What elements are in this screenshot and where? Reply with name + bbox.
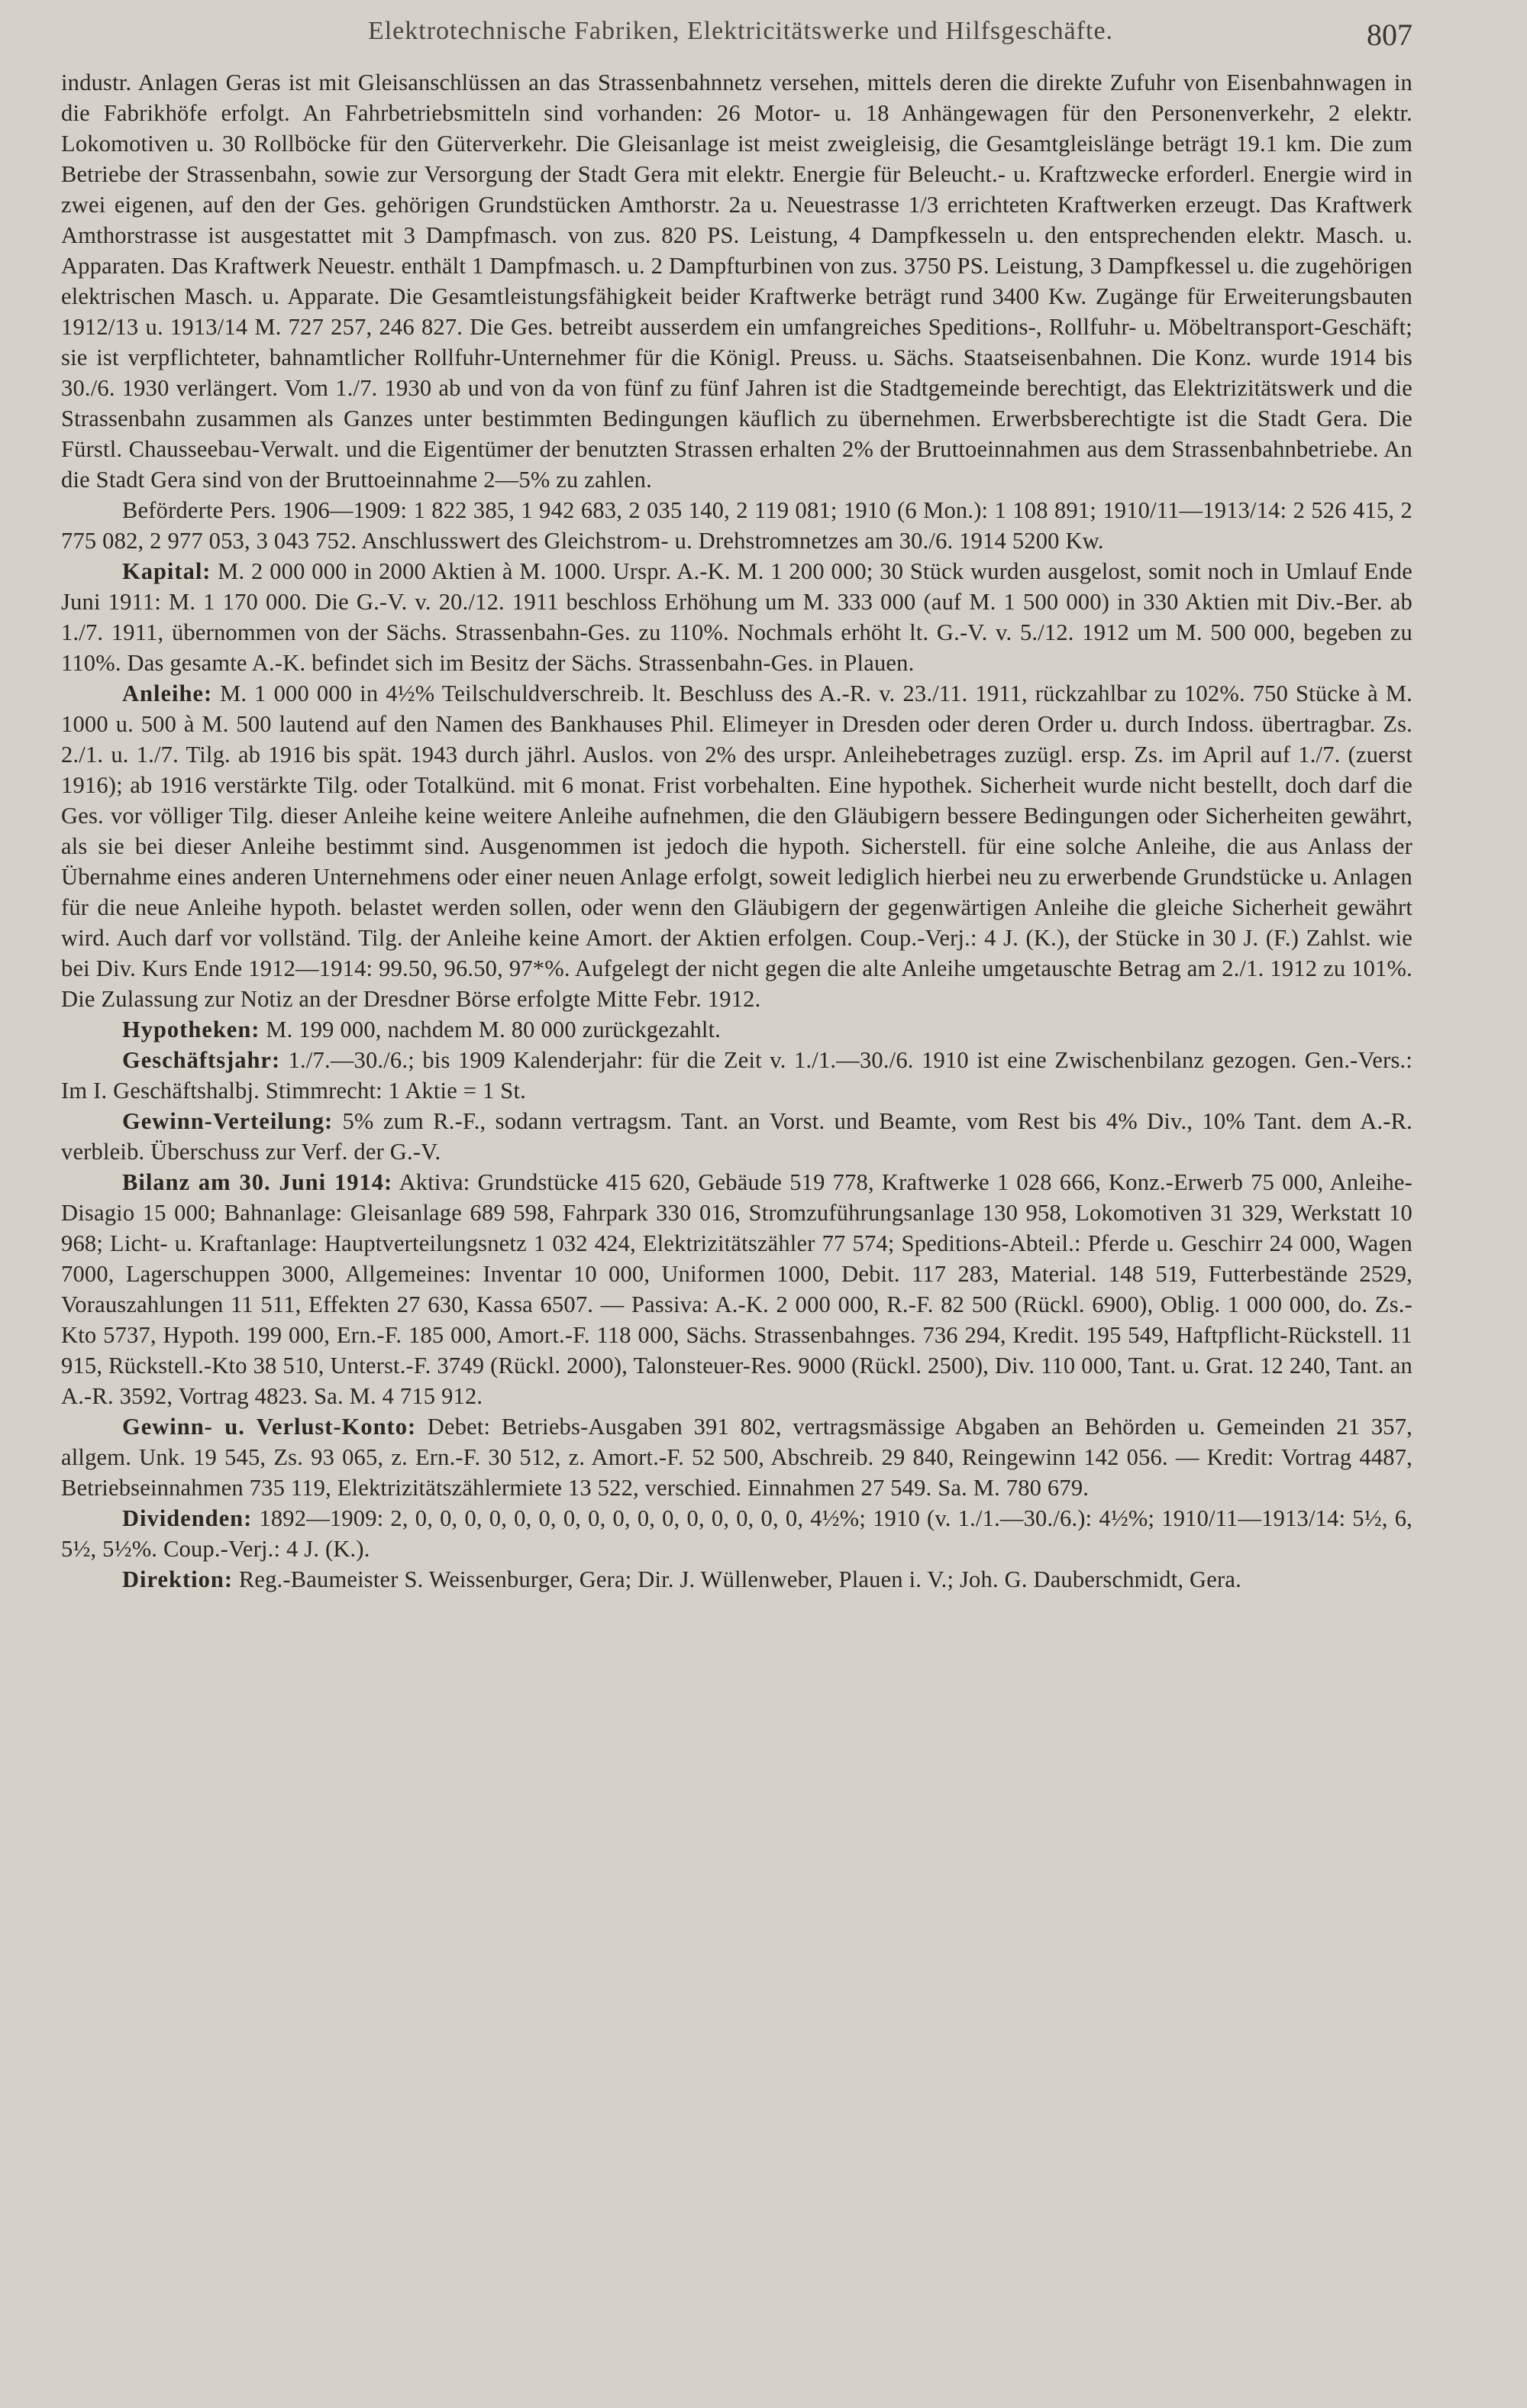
paragraph-text: Beförderte Pers. 1906—1909: 1 822 385, 1 942 683, 2 035 140, 2 119 081; 1910 (6 Mon.): 1 108 891; 1910/11—1913/14: 2 526 415, 2 775 082, 2 977 053, 3 043 752. Anschlusswert des Gleichstrom- u. Drehstromnetzes am 30./6. 1914 5200 Kw. xyxy=(61,497,1412,554)
paragraph-text: industr. Anlagen Geras ist mit Gleisanschlüssen an das Strassenbahnnetz versehen, mittels deren die direkte Zufuhr von Eisenbahnwagen in die Fabrikhöfe erfolgt. An Fahrbetriebsmitteln sind vorhanden: 26 Motor- u. 18 Anhängewagen für den Personenverkehr, 2 elektr. Lokomotiven u. 30 Rollböcke für den Güterverkehr. Die Gleisanlage ist meist zweigleisig, die Gesamtgleislänge beträgt 19.1 km. Die zum Betriebe der Strassenbahn, sowie zur Versorgung der Stadt Gera mit elektr. Energie für Beleucht.- u. Kraftzwecke erforderl. Energie wird in zwei eigenen, auf den der Ges. gehörigen Grundstücken Amthorstr. 2a u. Neuestrasse 1/3 errichteten Kraftwerken erzeugt. Das Kraftwerk Amthorstrasse ist ausgestattet mit 3 Dampfmasch. von zus. 820 PS. Leistung, 4 Dampfkesseln u. den entsprechenden elektr. Masch. u. Apparaten. Das Kraftwerk Neuestr. enthält 1 Dampfmasch. u. 2 Dampfturbinen von zus. 3750 PS. Leistung, 3 Dampfkessel u. die zugehörigen elektrischen Masch. u. Apparate. Die Gesamtleistungsfähigkeit beider Kraftwerke beträgt rund 3400 Kw. Zugänge für Erweiterungsbauten 1912/13 u. 1913/14 M. 727 257, 246 827. Die Ges. betreibt ausserdem ein umfangreiches Speditions-, Rollfuhr- u. Möbeltransport-Geschäft; sie ist verpflichteter, bahnamtlicher Rollfuhr-Unternehmer für die Königl. Preuss. u. Sächs. Staatseisenbahnen. Die Konz. wurde 1914 bis 30./6. 1930 verlängert. Vom 1./7. 1930 ab und von da von fünf zu fünf Jahren ist die Stadtgemeinde berechtigt, das Elektrizitätswerk und die Strassenbahn zusammen als Ganzes unter bestimmten Bedingungen käuflich zu übernehmen. Erwerbsberechtigte ist die Stadt Gera. Die Fürstl. Chausseebau-Verwalt. und die Eigentümer der benutzten Strassen erhalten 2% der Bruttoeinnahmen aus dem Strassenbahnbetriebe. An die Stadt Gera sind von der Bruttoeinnahme 2—5% zu zahlen. xyxy=(61,69,1412,493)
section-label: Geschäftsjahr: xyxy=(122,1047,281,1073)
paragraph-gewinn-verlust-konto xyxy=(61,1411,1412,1503)
paragraph-hypotheken xyxy=(61,1014,1412,1045)
section-label: Hypotheken: xyxy=(122,1017,260,1042)
paragraph-befoerderte-pers xyxy=(61,495,1412,556)
paragraph-text: M. 2 000 000 in 2000 Aktien à M. 1000. Urspr. A.-K. M. 1 200 000; 30 Stück wurden ausgelost, somit noch in Umlauf Ende Juni 1911: M. 1 170 000. Die G.-V. v. 20./12. 1911 beschloss Erhöhung um M. 333 000 (auf M. 1 500 000) in 330 Aktien mit Div.-Ber. ab 1./7. 1911, übernommen von der Sächs. Strassenbahn-Ges. zu 110%. Nochmals erhöht lt. G.-V. v. 5./12. 1912 um M. 500 000, begeben zu 110%. Das gesamte A.-K. befindet sich im Besitz der Sächs. Strassenbahn-Ges. in Plauen. xyxy=(61,558,1412,676)
paragraph-kapital xyxy=(61,556,1412,678)
body-text xyxy=(61,67,1412,1595)
section-label: Gewinn-Verteilung: xyxy=(122,1108,334,1134)
paragraph-dividenden xyxy=(61,1503,1412,1564)
paragraph-text: 1892—1909: 2, 0, 0, 0, 0, 0, 0, 0, 0, 0, 0, 0, 0, 0, 0, 0, 0, 4½%; 1910 (v. 1./1.—30./6.): 4½%; 1910/11—1913/14: 5½, 6, 5½, 5½%. Coup.-Verj.: 4 J. (K.). xyxy=(61,1505,1412,1562)
paragraph-text: Debet: Betriebs-Ausgaben 391 802, vertragsmässige Abgaben an Behörden u. Gemeinden 21 357, allgem. Unk. 19 545, Zs. 93 065, z. Ern.-F. 30 512, z. Amort.-F. 52 500, Abschreib. 29 840, Reingewinn 142 056. — Kredit: Vortrag 4487, Betriebseinnahmen 735 119, Elektrizitätszählermiete 13 522, verschied. Einnahmen 27 549. Sa. M. 780 679. xyxy=(61,1414,1412,1501)
section-label: Gewinn- u. Verlust-Konto: xyxy=(122,1414,417,1440)
page-number: 807 xyxy=(1367,18,1412,52)
section-label: Kapital: xyxy=(122,558,211,584)
paragraph-anleihe xyxy=(61,678,1412,1014)
paragraph-text: M. 1 000 000 in 4½% Teilschuldverschreib. lt. Beschluss des A.-R. v. 23./11. 1911, rückzahlbar zu 102%. 750 Stücke à M. 1000 u. 500 à M. 500 lautend auf den Namen des Bankhauses Phil. Elimeyer in Dresden oder deren Order u. durch Indoss. übertragbar. Zs. 2./1. u. 1./7. Tilg. ab 1916 bis spät. 1943 durch jährl. Auslos. von 2% des urspr. Anleihebetrages zuzügl. ersp. Zs. im April auf 1./7. (zuerst 1916); ab 1916 verstärkte Tilg. oder Totalkünd. mit 6 monat. Frist vorbehalten. Eine hypothek. Sicherheit wurde nicht bestellt, doch darf die Ges. vor völliger Tilg. dieser Anleihe keine weitere Anleihe aufnehmen, die den Gläubigern bessere Bedingungen oder Sicherheiten gewährt, als sie bei dieser Anleihe bestimmt sind. Ausgenommen ist jedoch die hypoth. Sicherstell. für eine solche Anleihe, die aus Anlass der Übernahme eines anderen Unternehmens oder einer neuen Anlage erfolgt, soweit lediglich hierbei neu zu erwerbende Grundstücke u. Anlagen für die neue Anleihe hypoth. belastet werden sollen, oder wenn den Gläubigern der gegenwärtigen Anleihe die gleiche Sicherheit gewährt wird. Auch darf vor vollständ. Tilg. der Anleihe keine Amort. der Aktien erfolgen. Coup.-Verj.: 4 J. (K.), der Stücke in 30 J. (F.) Zahlst. wie bei Div. Kurs Ende 1912—1914: 99.50, 96.50, 97*%. Aufgelegt der nicht gegen die alte Anleihe umgetauschte Betrag am 2./1. 1912 zu 101%. Die Zulassung zur Notiz an der Dresdner Börse erfolgte Mitte Febr. 1912. xyxy=(61,680,1412,1012)
running-header xyxy=(69,17,1412,52)
paragraph-text: 1./7.—30./6.; bis 1909 Kalenderjahr: für die Zeit v. 1./1.—30./6. 1910 ist eine Zwischenbilanz gezogen. Gen.-Vers.: Im I. Geschäftshalbj. Stimmrecht: 1 Aktie = 1 St. xyxy=(61,1047,1413,1104)
paragraph-intro xyxy=(61,67,1412,495)
paragraph-gewinn-verteilung xyxy=(61,1106,1412,1167)
paragraph-geschaeftsjahr xyxy=(61,1045,1412,1106)
section-label: Direktion: xyxy=(122,1566,233,1592)
header-title: Elektrotechnische Fabriken, Elektricitätswerke und Hilfsgeschäfte. xyxy=(367,17,1114,45)
section-label: Anleihe: xyxy=(122,680,213,706)
section-label: Bilanz am 30. Juni 1914: xyxy=(122,1169,393,1195)
section-label: Dividenden: xyxy=(122,1505,253,1531)
paragraph-text: Aktiva: Grundstücke 415 620, Gebäude 519 778, Kraftwerke 1 028 666, Konz.-Erwerb 75 000, Anleihe-Disagio 15 000; Bahnanlage: Gleisanlage 689 598, Fahrpark 330 016, Stromzuführungsanlage 130 958, Lokomotiven 31 329, Werkstatt 10 968; Licht- u. Kraftanlage: Hauptverteilungsnetz 1 032 424, Elektrizitätszähler 77 574; Speditions-Abteil.: Pferde u. Geschirr 24 000, Wagen 7000, Lagerschuppen 3000, Allgemeines: Inventar 10 000, Uniformen 1000, Debit. 117 283, Material. 148 519, Futterbestände 2529, Vorauszahlungen 11 511, Effekten 27 630, Kassa 6507. — Passiva: A.-K. 2 000 000, R.-F. 82 500 (Rückl. 6900), Oblig. 1 000 000, do. Zs.-Kto 5737, Hypoth. 199 000, Ern.-F. 185 000, Amort.-F. 118 000, Sächs. Strassenbahnges. 736 294, Kredit. 195 549, Haftpflicht-Rückstell. 11 915, Rückstell.-Kto 38 510, Unterst.-F. 3749 (Rückl. 2000), Talonsteuer-Res. 9000 (Rückl. 2500), Div. 110 000, Tant. u. Grat. 12 240, Tant. an A.-R. 3592, Vortrag 4823. Sa. M. 4 715 912. xyxy=(61,1169,1412,1409)
paragraph-direktion xyxy=(61,1564,1412,1595)
paragraph-text: M. 199 000, nachdem M. 80 000 zurückgezahlt. xyxy=(266,1017,722,1042)
paragraph-text: 5% zum R.-F., sodann vertragsm. Tant. an Vorst. und Beamte, vom Rest bis 4% Div., 10% Tant. dem A.-R. verbleib. Überschuss zur Verf. der G.-V. xyxy=(61,1108,1412,1165)
paragraph-text: Reg.-Baumeister S. Weissenburger, Gera; Dir. J. Wüllenweber, Plauen i. V.; Joh. G. Dauberschmidt, Gera. xyxy=(238,1566,1241,1592)
paragraph-bilanz xyxy=(61,1167,1412,1411)
